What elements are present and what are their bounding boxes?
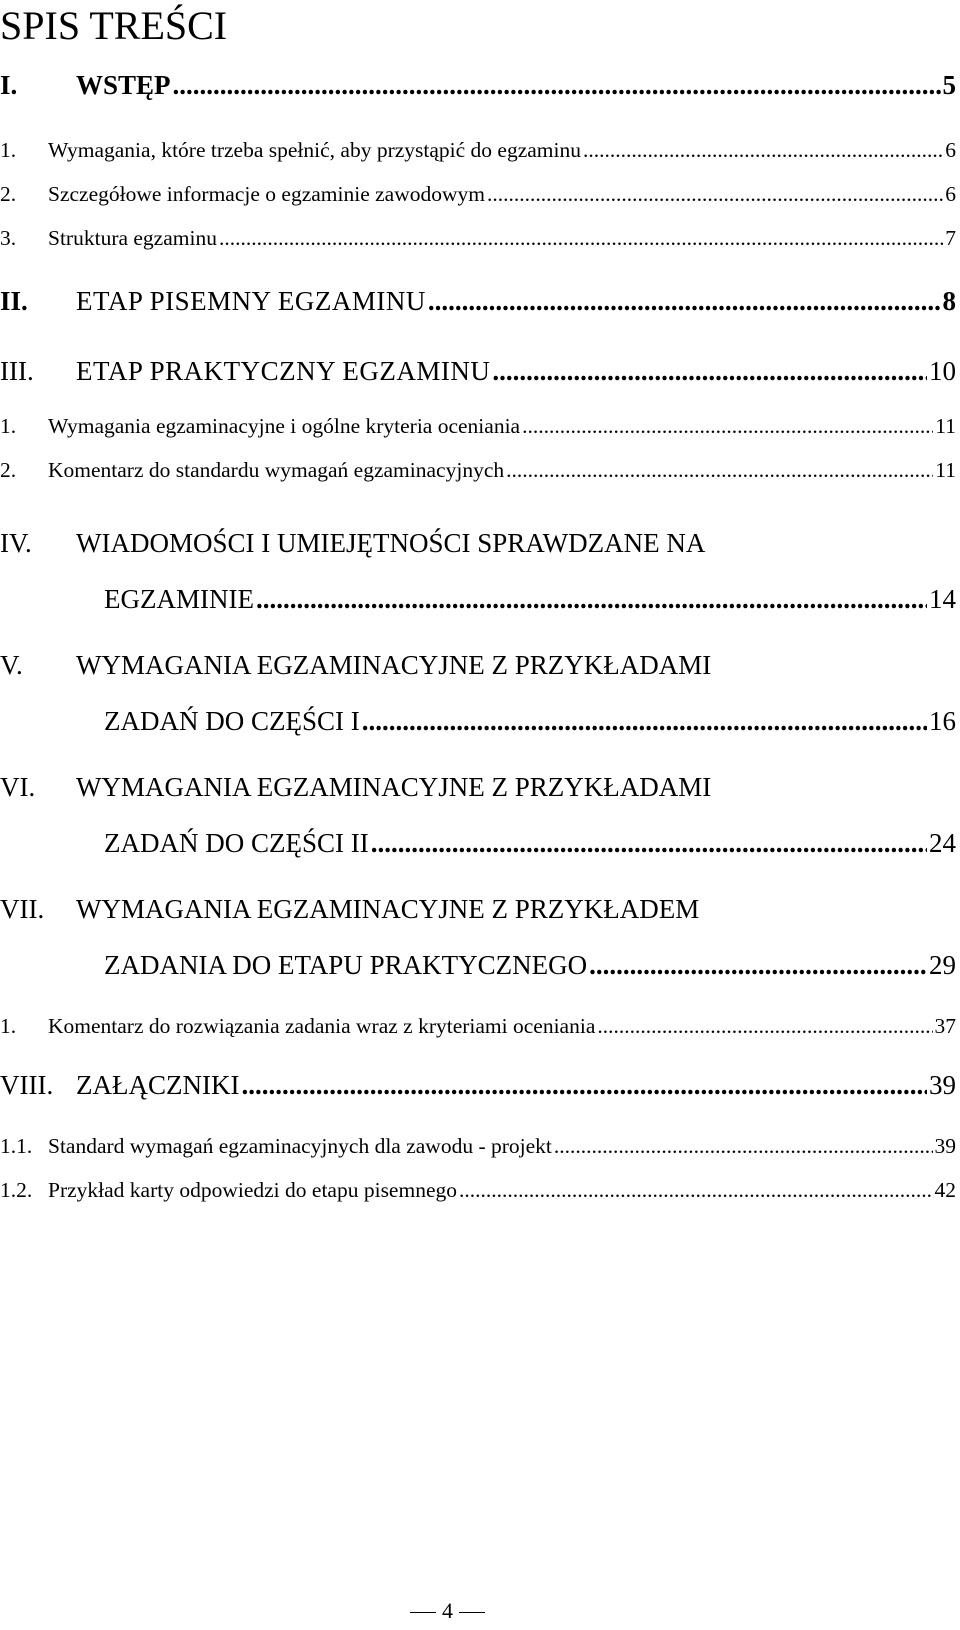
dot-leader — [219, 226, 943, 251]
toc-entry-page: 6 — [945, 138, 956, 162]
toc-entry-page: 11 — [935, 458, 956, 482]
toc-entry-title: ETAP PRAKTYCZNY EGZAMINU — [76, 356, 491, 386]
toc-entry-page: 7 — [945, 226, 956, 250]
dot-leader — [522, 414, 933, 439]
toc-entry-page: 42 — [934, 1178, 956, 1202]
toc-entry-number: VI. — [0, 772, 36, 802]
toc-entry[interactable] — [0, 182, 956, 226]
toc-entry-title: Struktura egzaminu — [48, 226, 217, 250]
toc-entry-page: 24 — [929, 828, 956, 858]
toc-entry-title: ETAP PISEMNY EGZAMINU — [76, 286, 426, 316]
toc-entry-number: 1. — [0, 414, 17, 438]
toc-entry-title: WYMAGANIA EGZAMINACYJNE Z PRZYKŁADAMI — [76, 772, 712, 802]
toc-entry-title-continued: ZADAŃ DO CZĘŚCI I — [104, 706, 360, 736]
dot-leader — [256, 584, 927, 615]
toc-entry[interactable] — [0, 772, 956, 872]
toc-entry-page: 39 — [929, 1070, 956, 1100]
toc-entry[interactable] — [0, 286, 956, 330]
toc-entry-title: Szczegółowe informacje o egzaminie zawodowym — [48, 182, 485, 206]
toc-entry-title: WSTĘP — [76, 70, 171, 100]
toc-entry-page: 37 — [934, 1014, 956, 1038]
toc-entry-title: ZAŁĄCZNIKI — [76, 1070, 240, 1100]
footer-dash — [459, 1612, 485, 1613]
dot-leader — [241, 1070, 927, 1101]
dot-leader — [597, 1014, 932, 1039]
toc-entry[interactable] — [0, 226, 956, 270]
dot-leader — [554, 1134, 933, 1159]
toc-entry-title-continued: ZADAŃ DO CZĘŚCI II — [104, 828, 369, 858]
dot-leader — [173, 70, 941, 101]
dot-leader — [589, 950, 927, 981]
toc-entry[interactable] — [0, 650, 956, 750]
toc-entry-page: 29 — [929, 950, 956, 980]
toc-entry-number: 1. — [0, 1014, 17, 1038]
toc-entry[interactable] — [0, 894, 956, 994]
dot-leader — [459, 1178, 933, 1203]
dot-leader — [506, 458, 933, 483]
toc-entry-number: 1. — [0, 138, 17, 162]
toc-entry[interactable] — [0, 414, 956, 458]
toc-entry[interactable] — [0, 138, 956, 182]
toc-entry-page: 11 — [935, 414, 956, 438]
toc-entry-page: 8 — [942, 286, 956, 316]
toc-entry-title: WIADOMOŚCI I UMIEJĘTNOŚCI SPRAWDZANE NA — [76, 528, 706, 558]
page-footer — [410, 1598, 485, 1624]
toc-entry-page: 5 — [942, 70, 956, 100]
toc-entry-number: VII. — [0, 894, 45, 924]
toc-entry-page: 6 — [945, 182, 956, 206]
toc-entry[interactable] — [0, 1178, 956, 1222]
page-number: 4 — [442, 1598, 453, 1623]
toc-entry-number: II. — [0, 286, 28, 316]
toc-entry-number: V. — [0, 650, 23, 680]
toc-entry-title: Wymagania egzaminacyjne i ogólne kryteria oceniania — [48, 414, 521, 438]
toc-title: SPIS TREŚCI — [0, 3, 228, 48]
toc-entry-number: I. — [0, 70, 18, 100]
toc-entry-title-continued: EGZAMINIE — [104, 584, 254, 614]
dot-leader — [371, 828, 927, 859]
toc-entry[interactable] — [0, 1134, 956, 1178]
toc-entry-page: 10 — [929, 356, 956, 386]
toc-entry[interactable] — [0, 70, 956, 114]
dot-leader — [428, 286, 941, 317]
toc-entry-title: Komentarz do rozwiązania zadania wraz z kryteriami oceniania — [48, 1014, 596, 1038]
toc-entry-page: 14 — [929, 584, 956, 614]
toc-entry-title: Przykład karty odpowiedzi do etapu pisemnego — [48, 1178, 457, 1202]
toc-entry-number: 3. — [0, 226, 17, 250]
toc-entry-title: Komentarz do standardu wymagań egzaminacyjnych — [48, 458, 505, 482]
toc-entry-number: 2. — [0, 458, 17, 482]
toc-entry[interactable] — [0, 528, 956, 628]
toc-entry[interactable] — [0, 356, 956, 400]
toc-entry-number: 1.2. — [0, 1178, 33, 1202]
toc-entry-title: WYMAGANIA EGZAMINACYJNE Z PRZYKŁADAMI — [76, 650, 712, 680]
toc-entry[interactable] — [0, 458, 956, 502]
toc-entry-number: IV. — [0, 528, 32, 558]
toc-entry-title: WYMAGANIA EGZAMINACYJNE Z PRZYKŁADEM — [76, 894, 700, 924]
toc-entry-title: Wymagania, które trzeba spełnić, aby przystąpić do egzaminu — [48, 138, 582, 162]
toc-entry[interactable] — [0, 1070, 956, 1114]
dot-leader — [487, 182, 943, 207]
toc-entry-title: Standard wymagań egzaminacyjnych dla zawodu - projekt — [48, 1134, 552, 1158]
toc-entry-title-continued: ZADANIA DO ETAPU PRAKTYCZNEGO — [104, 950, 588, 980]
toc-entry-number: 2. — [0, 182, 17, 206]
toc-entry-number: III. — [0, 356, 34, 386]
toc-entry-number: 1.1. — [0, 1134, 33, 1158]
toc-entry-page: 39 — [934, 1134, 956, 1158]
dot-leader — [362, 706, 927, 737]
dot-leader — [583, 138, 943, 163]
toc-entry-number: VIII. — [0, 1070, 54, 1100]
toc-entry-page: 16 — [929, 706, 956, 736]
toc-entry[interactable] — [0, 1014, 956, 1058]
dot-leader — [492, 356, 927, 387]
footer-dash — [410, 1612, 436, 1613]
